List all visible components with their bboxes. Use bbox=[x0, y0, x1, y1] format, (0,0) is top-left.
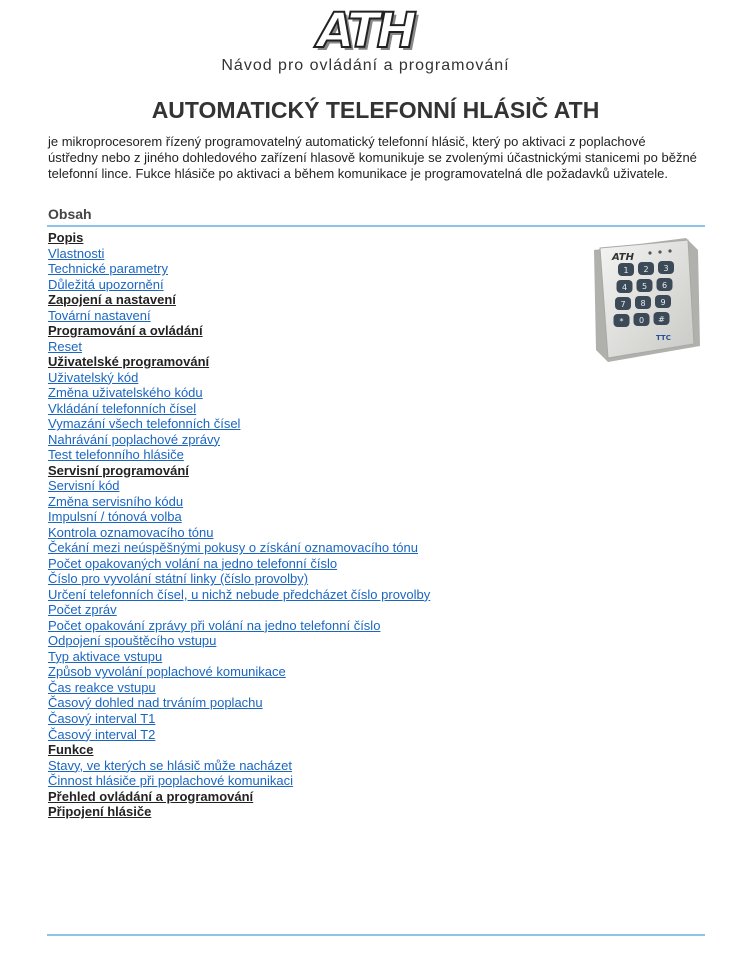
toc-link[interactable]: Důležitá upozornění bbox=[48, 276, 164, 292]
toc-item bbox=[48, 680, 430, 696]
toc-item bbox=[48, 416, 430, 432]
toc-item bbox=[48, 587, 430, 603]
toc-item bbox=[48, 540, 430, 556]
toc-item bbox=[48, 447, 430, 463]
toc-link[interactable]: Časový interval T2 bbox=[48, 726, 156, 742]
toc-item bbox=[48, 602, 430, 618]
table-of-contents bbox=[48, 230, 430, 820]
toc-link[interactable]: Vlastnosti bbox=[48, 245, 105, 261]
toc-link[interactable]: Časový interval T1 bbox=[48, 710, 156, 726]
toc-item bbox=[48, 230, 430, 246]
header-subtitle: Návod pro ovládání a programování bbox=[221, 57, 510, 74]
keypad-key-label: 8 bbox=[640, 299, 646, 308]
device-led bbox=[648, 251, 651, 254]
toc-item bbox=[48, 664, 430, 680]
toc-section-link[interactable]: Funkce bbox=[48, 742, 94, 758]
toc-link[interactable]: Čas reakce vstupu bbox=[48, 679, 156, 695]
toc-link[interactable]: Servisní kód bbox=[48, 478, 120, 494]
toc-link[interactable]: Určení telefonních čísel, u nichž nebude předcházet číslo provolby bbox=[48, 586, 431, 602]
footer-divider bbox=[47, 934, 705, 936]
keypad-key-label: # bbox=[658, 315, 665, 324]
toc-item bbox=[48, 695, 430, 711]
toc-item bbox=[48, 804, 430, 820]
keypad-key-label: * bbox=[619, 317, 624, 326]
toc-section-link[interactable]: Připojení hlásiče bbox=[48, 804, 152, 820]
toc-top-divider bbox=[47, 225, 705, 227]
toc-link[interactable]: Časový dohled nad trváním poplachu bbox=[48, 695, 263, 711]
keypad-key-label: 7 bbox=[620, 300, 626, 309]
toc-link[interactable]: Uživatelský kód bbox=[48, 369, 139, 385]
device-keypad-image bbox=[590, 236, 702, 364]
toc-section-link[interactable]: Servisní programování bbox=[48, 462, 189, 478]
toc-item bbox=[48, 323, 430, 339]
device-led bbox=[668, 249, 671, 252]
toc-link[interactable]: Kontrola oznamovacího tónu bbox=[48, 524, 214, 540]
toc-item bbox=[48, 308, 430, 324]
toc-item bbox=[48, 649, 430, 665]
toc-link[interactable]: Odpojení spouštěcího vstupu bbox=[48, 633, 217, 649]
toc-item bbox=[48, 246, 430, 262]
toc-item bbox=[48, 727, 430, 743]
toc-item bbox=[48, 478, 430, 494]
toc-item bbox=[48, 618, 430, 634]
toc-item bbox=[48, 354, 430, 370]
toc-link[interactable]: Čekání mezi neúspěšnými pokusy o získání oznamovacího tónu bbox=[48, 540, 418, 556]
toc-link[interactable]: Počet opakovaných volání na jedno telefonní číslo bbox=[48, 555, 338, 571]
toc-item bbox=[48, 525, 430, 541]
toc-item bbox=[48, 370, 430, 386]
toc-heading: Obsah bbox=[48, 206, 92, 222]
toc-item bbox=[48, 277, 430, 293]
toc-link[interactable]: Vymazání všech telefonních čísel bbox=[48, 416, 241, 432]
toc-item bbox=[48, 432, 430, 448]
toc-link[interactable]: Způsob vyvolání poplachové komunikace bbox=[48, 664, 286, 680]
toc-item bbox=[48, 463, 430, 479]
toc-section-link[interactable]: Programování a ovládání bbox=[48, 323, 203, 339]
toc-item bbox=[48, 401, 430, 417]
ath-logo: ATH bbox=[317, 3, 414, 59]
keypad-key-label: 6 bbox=[661, 281, 668, 290]
toc-item bbox=[48, 509, 430, 525]
toc-item bbox=[48, 711, 430, 727]
toc-link[interactable]: Vkládání telefonních čísel bbox=[48, 400, 197, 416]
toc-section-link[interactable]: Přehled ovládání a programování bbox=[48, 788, 254, 804]
toc-item bbox=[48, 789, 430, 805]
toc-section-link[interactable]: Zapojení a nastavení bbox=[48, 292, 176, 308]
toc-link[interactable]: Změna uživatelského kódu bbox=[48, 385, 203, 401]
toc-section-link[interactable]: Uživatelské programování bbox=[48, 354, 210, 370]
toc-item bbox=[48, 633, 430, 649]
keypad-key-label: 9 bbox=[660, 298, 666, 307]
toc-link[interactable]: Počet opakování zprávy při volání na jedno telefonní číslo bbox=[48, 617, 381, 633]
toc-item bbox=[48, 261, 430, 277]
device-maker-label: TTC bbox=[656, 334, 671, 342]
toc-link[interactable]: Činnost hlásiče při poplachové komunikaci bbox=[48, 773, 293, 789]
toc-item bbox=[48, 571, 430, 587]
toc-link[interactable]: Reset bbox=[48, 338, 82, 354]
toc-link[interactable]: Počet zpráv bbox=[48, 602, 117, 618]
toc-link[interactable]: Změna servisního kódu bbox=[48, 493, 184, 509]
toc-link[interactable]: Technické parametry bbox=[48, 261, 168, 277]
keypad-key-label: 4 bbox=[621, 283, 628, 292]
toc-link[interactable]: Číslo pro vyvolání státní linky (číslo provolby) bbox=[48, 571, 309, 587]
toc-link[interactable]: Test telefonního hlásiče bbox=[48, 447, 184, 463]
toc-item bbox=[48, 556, 430, 572]
toc-link[interactable]: Tovární nastavení bbox=[48, 307, 151, 323]
toc-link[interactable]: Nahrávání poplachové zprávy bbox=[48, 431, 220, 447]
keypad-key-label: 1 bbox=[623, 266, 629, 275]
toc-item bbox=[48, 773, 430, 789]
toc-item bbox=[48, 494, 430, 510]
keypad-key-label: 2 bbox=[643, 265, 649, 274]
toc-item bbox=[48, 292, 430, 308]
toc-link[interactable]: Typ aktivace vstupu bbox=[48, 648, 163, 664]
header-logo-wrap bbox=[0, 3, 731, 59]
toc-link[interactable]: Impulsní / tónová volba bbox=[48, 509, 182, 525]
toc-item bbox=[48, 385, 430, 401]
toc-link[interactable]: Stavy, ve kterých se hlásič může nacházet bbox=[48, 757, 292, 773]
keypad-key-label: 3 bbox=[663, 264, 669, 273]
intro-paragraph: je mikroprocesorem řízený programovatelný automatický telefonní hlásič, který po aktivaci z poplachové ústředny nebo z jiného dohledového zařízení hlasově komunikuje se zvolenými účastnickými stanicemi po běžné telefonní lince. Fukce hlásiče po aktivaci a během komunikace je programovatelná dle požadavků uživatele. bbox=[48, 134, 697, 181]
device-led bbox=[658, 250, 661, 253]
toc-item bbox=[48, 339, 430, 355]
page-title: AUTOMATICKÝ TELEFONNÍ HLÁSIČ ATH bbox=[151, 97, 600, 123]
toc-item bbox=[48, 758, 430, 774]
keypad-key-label: 5 bbox=[641, 282, 648, 291]
toc-item bbox=[48, 742, 430, 758]
keypad-key-label: 0 bbox=[638, 316, 645, 325]
device-brand-label: ATH bbox=[612, 252, 634, 263]
toc-section-link[interactable]: Popis bbox=[48, 230, 84, 245]
